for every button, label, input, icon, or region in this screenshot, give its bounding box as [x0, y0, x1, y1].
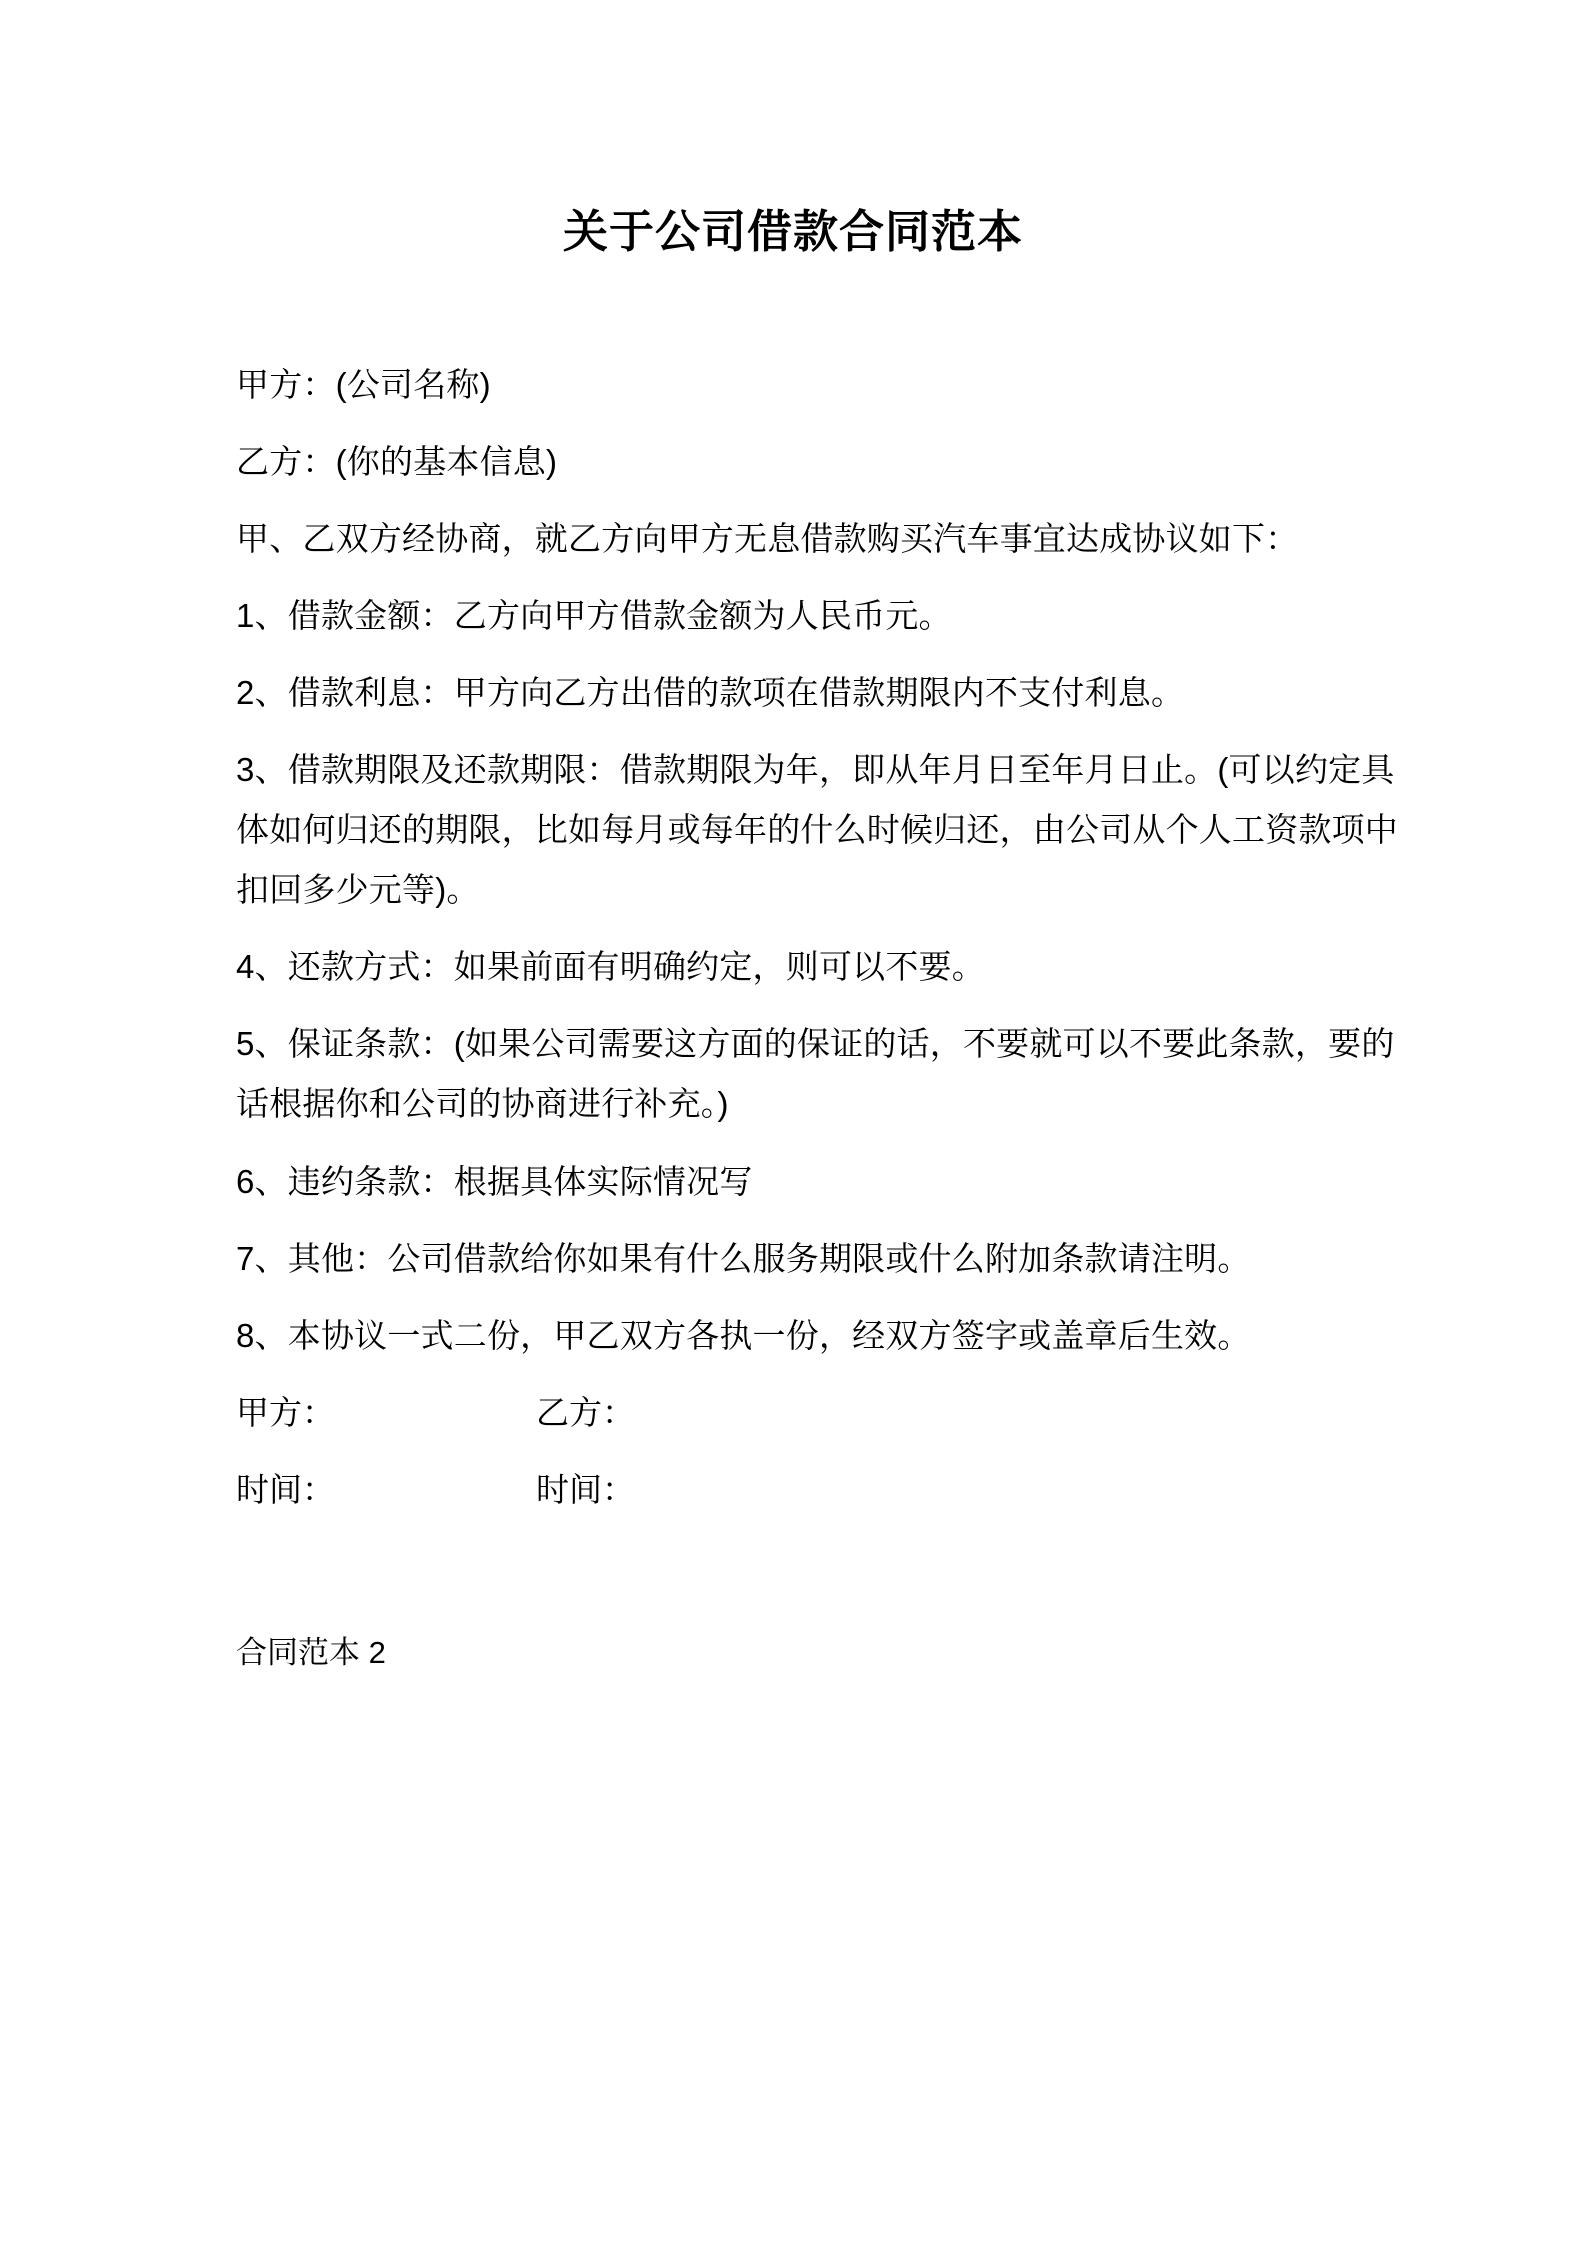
- signature-label-party-b: 乙方：: [536, 1393, 635, 1431]
- signature-row-parties: [236, 1383, 1406, 1443]
- signature-row-dates: [236, 1460, 1406, 1520]
- paragraph-preamble: 甲、乙双方经协商，就乙方向甲方无息借款购买汽车事宜达成协议如下：: [236, 520, 1299, 558]
- signature-label-date-b: 时间：: [536, 1470, 635, 1508]
- signature-label-party-a: 甲方：: [236, 1393, 335, 1431]
- clause-1-loan-amount: 1、借款金额：乙方向甲方借款金额为人民币元。: [236, 597, 952, 635]
- clause-2-loan-interest: 2、借款利息：甲方向乙方出借的款项在借款期限内不支付利息。: [236, 674, 1185, 712]
- paragraph-party-b: 乙方：(你的基本信息): [236, 443, 558, 481]
- clause-4-repayment-method: 4、还款方式：如果前面有明确约定，则可以不要。: [236, 948, 985, 986]
- clause-3-loan-term: 3、借款期限及还款期限：借款期限为年，即从年月日至年月日止。(可以约定具体如何归还的期限，比如每月或每年的什么时候归还，由公司从个人工资款项中扣回多少元等)。: [236, 751, 1398, 909]
- clause-6-breach: 6、违约条款：根据具体实际情况写: [236, 1162, 753, 1200]
- clause-5-guarantee: 5、保证条款：(如果公司需要这方面的保证的话，不要就可以不要此条款，要的话根据你和公司的协商进行补充。): [236, 1025, 1395, 1123]
- page-title: 关于公司借款合同范本: [562, 206, 1023, 257]
- document-body: [0, 355, 1586, 1681]
- paragraph-party-a: 甲方：(公司名称): [236, 366, 491, 403]
- signature-label-date-a: 时间：: [236, 1470, 335, 1508]
- clause-8-copies: 8、本协议一式二份，甲乙双方各执一份，经双方签字或盖章后生效。: [236, 1316, 1251, 1354]
- footer-note: 合同范本 2: [236, 1634, 386, 1670]
- clause-7-other: 7、其他：公司借款给你如果有什么服务期限或什么附加条款请注明。: [236, 1239, 1251, 1277]
